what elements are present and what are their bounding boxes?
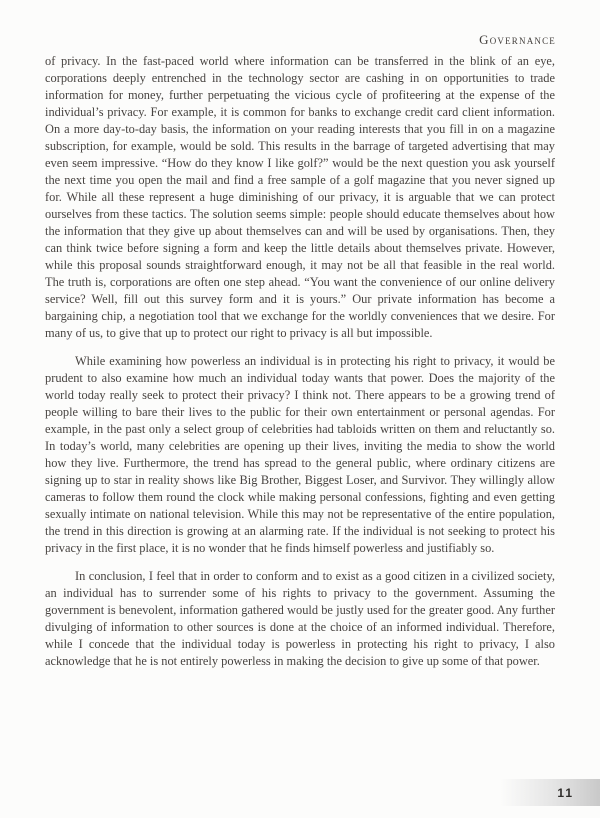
body-paragraph-3: In conclusion, I feel that in order to conform and to exist as a good citizen in a civilized society, an individual has to surrender some of his rights to privacy to the government. Assuming the government is benevolent, information gathered would be justly used for the greater good. Any further divulging of information to other sources is done at the choice of an informed individual. Therefore, while I concede that the individual today is powerless in protecting his right to privacy, I also acknowledge that he is not entirely powerless in making the decision to give up some of that power. xyxy=(45,569,555,668)
document-body xyxy=(45,53,555,681)
page-number-bar xyxy=(500,779,600,806)
body-paragraph-2: While examining how powerless an individual is in protecting his right to privacy, it would be prudent to also examine how much an individual today wants that power. Does the majority of the world today really seek to protect their privacy? I think not. There appears to be a growing trend of people willing to bare their lives to the public for their own entertainment or personal agendas. For example, in the past only a select group of celebrities had tabloids written on them and reluctantly so. In today’s world, many celebrities are opening up their lives, inviting the media to show the world how they live. Furthermore, the trend has spread to the general public, where ordinary citizens are signing up to star in reality shows like Big Brother, Biggest Loser, and Survivor. They willingly allow cameras to follow them round the clock while making personal confessions, fighting and even getting sexually intimate on national television. While this may not be representative of the entire population, the trend in this direction is growing at an alarming rate. If the individual is not seeking to protect his privacy in the first place, it is no wonder that he finds himself powerless and justifiably so. xyxy=(45,354,555,555)
page-number: 11 xyxy=(557,785,574,800)
body-paragraph-1: of privacy. In the fast-paced world where information can be transferred in the blink of an eye, corporations deeply entrenched in the technology sector are cashing in on opportunities to trade information for money, further perpetuating the vicious cycle of profiteering at the expense of the individual’s privacy. For example, it is common for banks to exchange credit card client information. On a more day-to-day basis, the information on your reading interests that you fill in on a magazine subscription, for example, would be sold. This results in the barrage of targeted advertising that may even seem impressive. “How do they know I like golf?” would be the next question you ask yourself the next time you open the mail and find a free sample of a golf magazine that you never signed up for. While all these represent a huge diminishing of our privacy, it is arguable that we can protect ourselves from these tactics. The solution seems simple: people should educate themselves about how the information that they give up about themselves can and will be used by organisations. Then, they can think twice before signing a form and keep the little details about themselves private. However, while this proposal sounds straightforward enough, it may not be all that feasible in the real world. The truth is, corporations are often one step ahead. “You want the convenience of our online delivery service? Well, fill out this survey form and it is yours.” Our private information has become a bargaining chip, a negotiation tool that we exchange for the worldly conveniences that we desire. For many of us, to give that up to protect our right to privacy is all but impossible. xyxy=(45,54,555,340)
running-header: Governance xyxy=(479,32,556,47)
